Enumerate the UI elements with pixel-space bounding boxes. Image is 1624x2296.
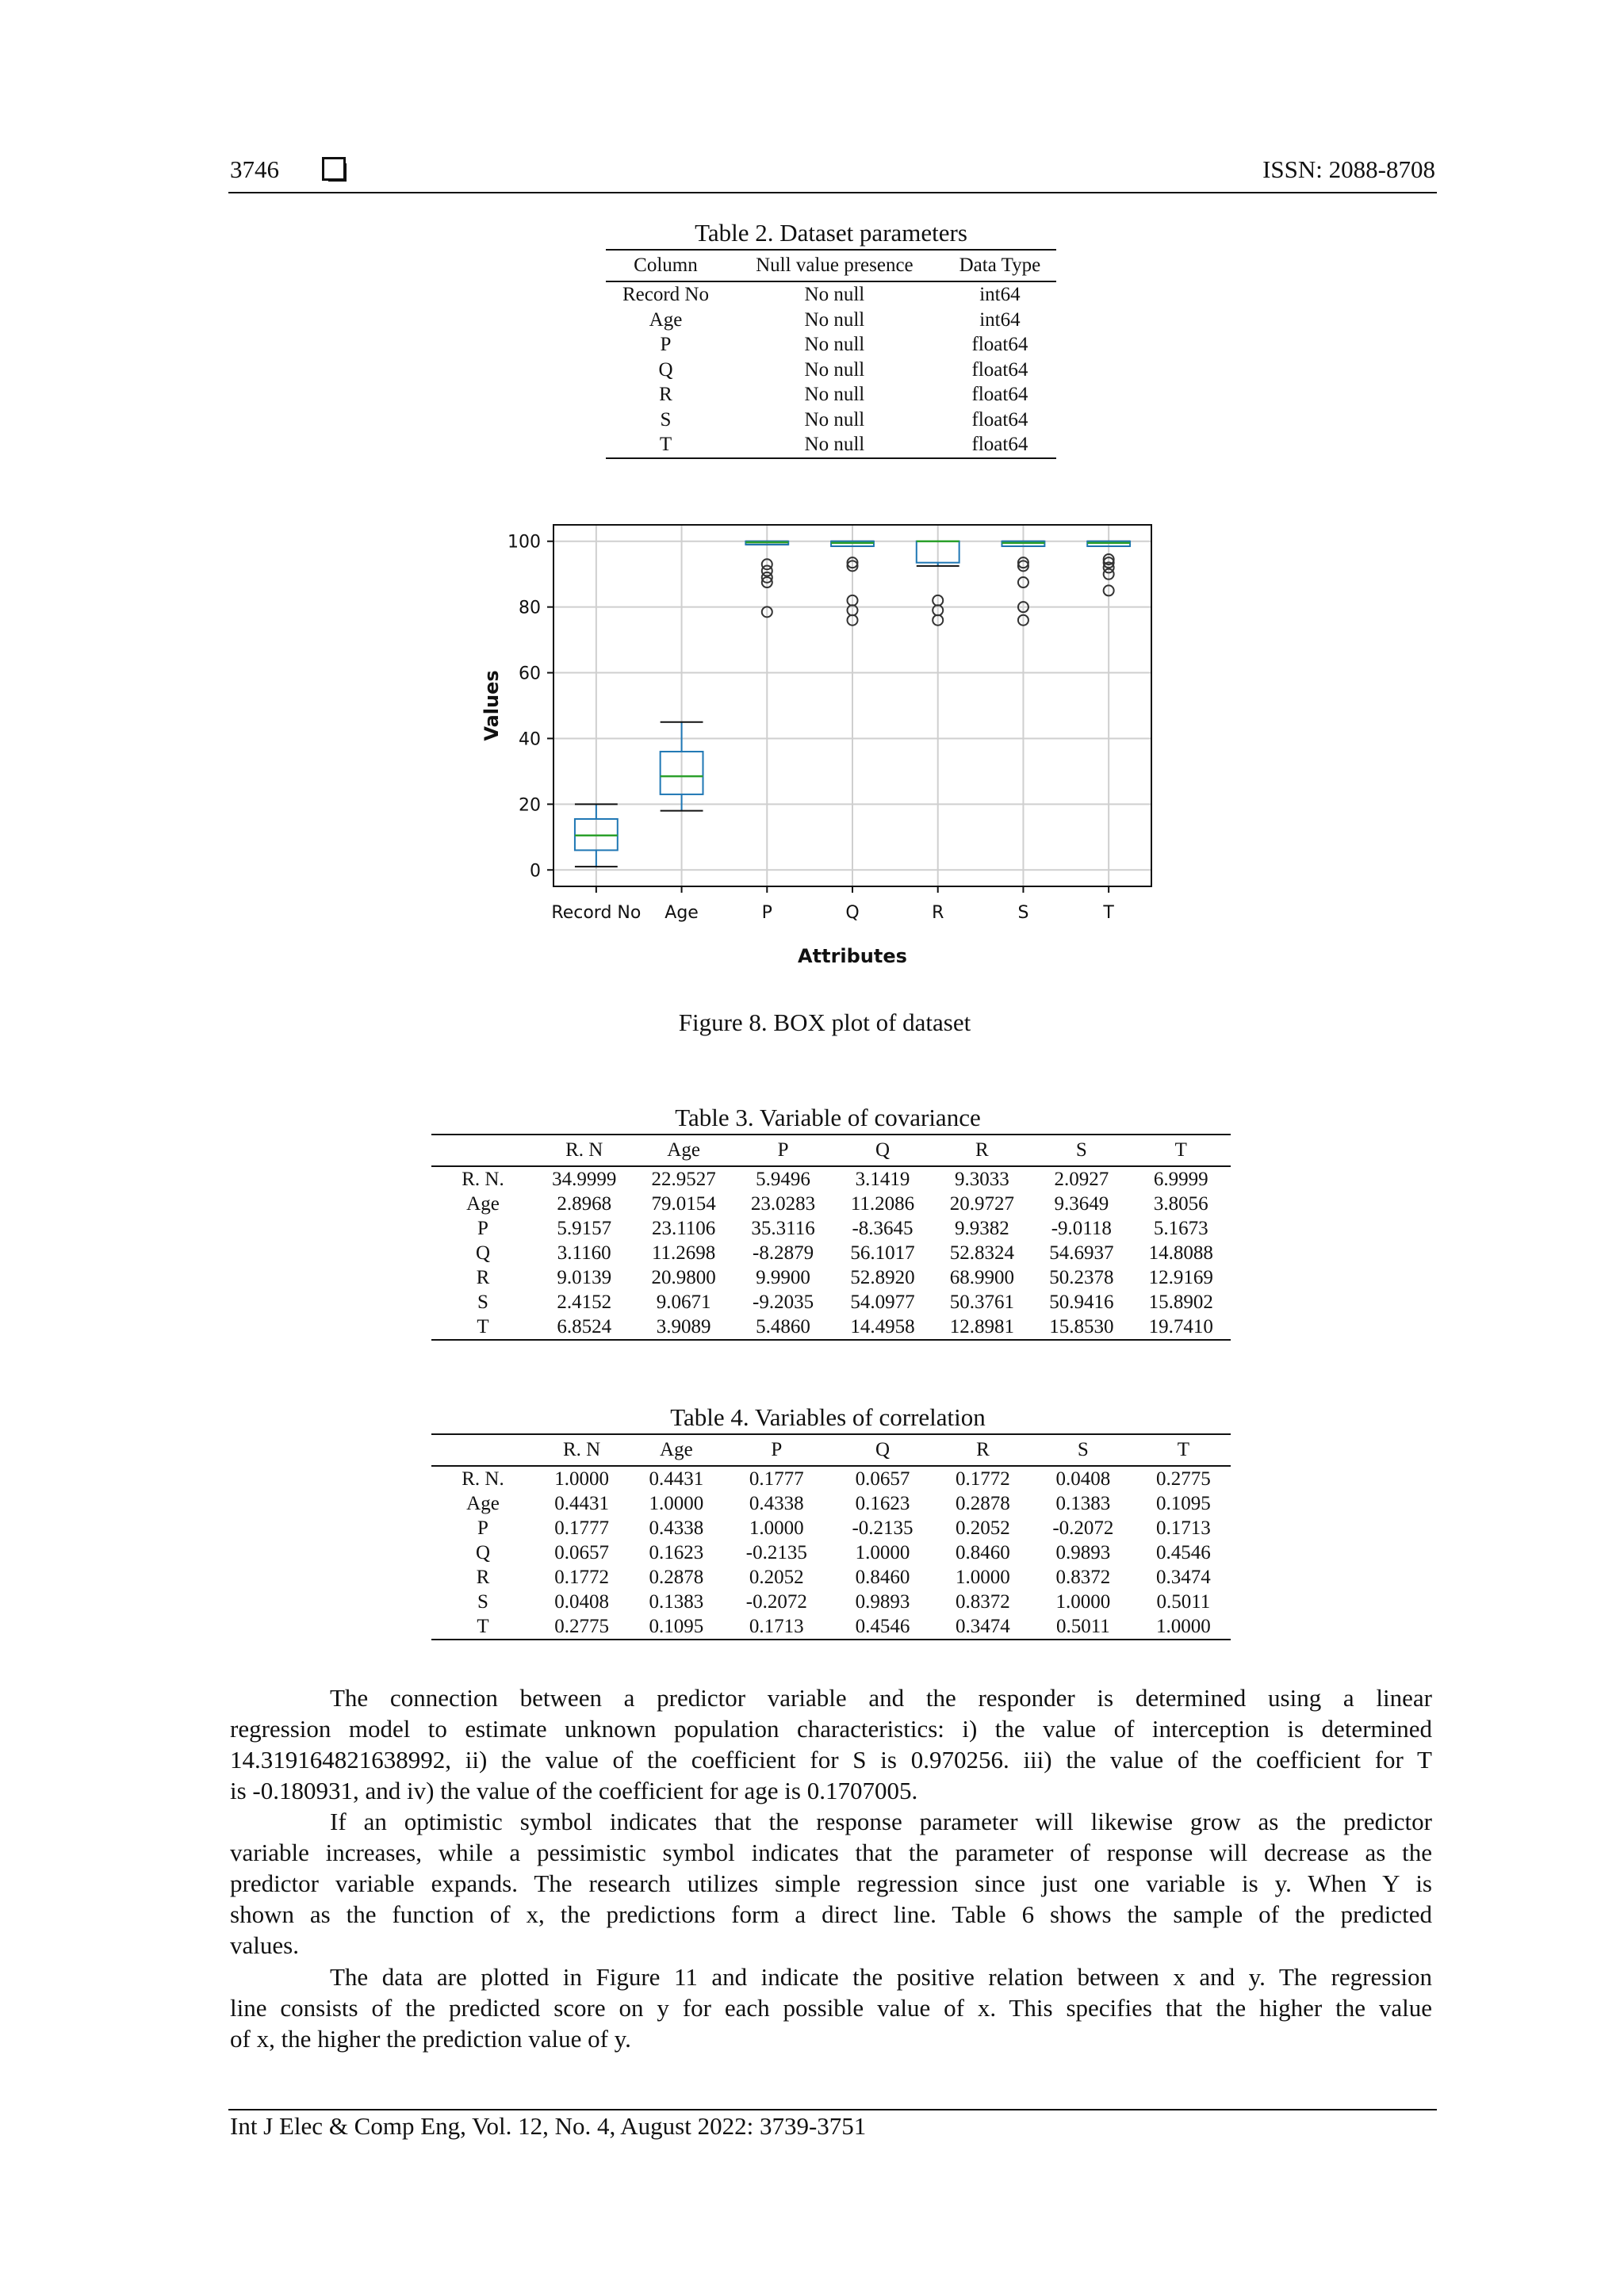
table3-cell: 35.3116 [751, 1218, 815, 1239]
table4-cell: Q [475, 1542, 491, 1563]
table4-cell: 0.4338 [749, 1493, 804, 1514]
table4-cell: 1.0000 [956, 1567, 1010, 1588]
table3-cell: S [477, 1292, 488, 1313]
text-line: The connection between a predictor variable and the responder is determined using a linear [330, 1684, 1432, 1712]
table3-header-cell: Q [833, 1135, 932, 1166]
table2-caption: Table 2. Dataset parameters [695, 219, 967, 247]
table4-cell: S [477, 1591, 488, 1613]
table3-cell: 19.7410 [1132, 1314, 1231, 1340]
y-axis-label: Values [481, 670, 503, 741]
table4-cell: 0.0408 [554, 1591, 609, 1613]
table-row [431, 1614, 1231, 1640]
table-row [606, 382, 1056, 408]
table4-cell: -0.2072 [745, 1591, 807, 1613]
table3-cell: 5.9496 [756, 1169, 810, 1190]
figure8-box-plot [468, 515, 1182, 991]
table3-cell: 9.9382 [955, 1218, 1009, 1239]
table4-cell: 0.9893 [1055, 1542, 1111, 1563]
checkbox-square-icon [322, 157, 346, 181]
table2-cell: Record No [622, 284, 709, 305]
y-tick-label: 40 [519, 729, 541, 750]
table-row [431, 1466, 1231, 1491]
table4-cell: 0.1772 [956, 1468, 1010, 1490]
table4-cell: 0.1623 [649, 1542, 704, 1563]
table3-cell: 3.8056 [1153, 1193, 1208, 1215]
table3-cell: R [476, 1267, 490, 1288]
table4-cell: T [431, 1614, 534, 1640]
table3-header-cell: R. N [534, 1135, 634, 1166]
table4-cell: 0.2052 [749, 1567, 804, 1588]
text-line: values. [230, 1931, 299, 1959]
table2-cell: No null [804, 284, 865, 305]
table4-cell: 0.0657 [855, 1468, 910, 1490]
header-rule [228, 192, 1437, 193]
table2 [606, 249, 1056, 459]
table-row [606, 332, 1056, 358]
table3-cell: 9.0139 [557, 1267, 612, 1288]
table3-cell: 50.3761 [949, 1292, 1015, 1313]
table4-cell: 1.0000 [649, 1493, 704, 1514]
table4 [431, 1433, 1231, 1640]
footer-rule [228, 2109, 1437, 2110]
table-row [431, 1241, 1231, 1265]
table3-cell: 15.8530 [1032, 1314, 1131, 1340]
table4-cell: 0.2878 [649, 1567, 704, 1588]
table4-header-cell: P [723, 1434, 829, 1466]
table-row [431, 1590, 1231, 1614]
table4-cell: 0.8460 [855, 1567, 910, 1588]
table3-cell: 23.1106 [651, 1218, 716, 1239]
y-tick-label: 20 [519, 795, 541, 816]
table3-header-cell [431, 1135, 534, 1166]
table-row [431, 1166, 1231, 1192]
issn: ISSN: 2088-8708 [1262, 155, 1435, 183]
table4-cell: 1.0000 [1136, 1614, 1231, 1640]
table-row [431, 1192, 1231, 1216]
table4-cell: -0.2135 [745, 1542, 807, 1563]
body-paragraph-2 [230, 1806, 1432, 1961]
table3-cell: 54.0977 [850, 1292, 915, 1313]
table2-cell: float64 [971, 408, 1028, 430]
table4-caption: Table 4. Variables of correlation [670, 1403, 986, 1431]
table3-cell: 9.9900 [756, 1267, 810, 1288]
text-line: variable increases, while a pessimistic symbol indicates that the parameter of response will decrease as the [230, 1839, 1432, 1866]
table3-cell: 9.3033 [955, 1169, 1009, 1190]
table4-cell: 1.0000 [554, 1468, 609, 1490]
table-row [431, 1216, 1231, 1241]
body-paragraph-1 [230, 1682, 1432, 1806]
y-tick-label: 80 [519, 598, 541, 618]
table-row [431, 1565, 1231, 1590]
table4-cell: 0.8372 [1055, 1567, 1111, 1588]
table4-cell: 0.1095 [629, 1614, 723, 1640]
table2-cell: Q [658, 358, 673, 381]
table2-cell: R [659, 384, 672, 405]
table2-cell: No null [804, 384, 865, 405]
table4-cell: R. N. [462, 1468, 504, 1490]
table3-cell: 11.2698 [651, 1242, 716, 1264]
text-line: is -0.180931, and iv) the value of the coefficient for age is 0.1707005. [230, 1777, 918, 1804]
table2-cell: float64 [944, 432, 1056, 458]
table2-cell: P [660, 334, 672, 355]
x-tick-label: R [932, 903, 944, 923]
table4-header-cell: R. N [534, 1434, 629, 1466]
table4-cell: 0.2878 [956, 1493, 1010, 1514]
table4-cell: 1.0000 [855, 1542, 910, 1563]
table3-cell: 2.8968 [557, 1193, 612, 1215]
table2-cell: int64 [979, 284, 1021, 305]
x-tick-label: P [761, 903, 772, 923]
table4-cell: 0.4338 [649, 1517, 704, 1539]
table4-header-cell: S [1030, 1434, 1136, 1466]
table4-header-cell: T [1136, 1434, 1231, 1466]
table3-cell: R. N. [462, 1169, 504, 1190]
table-row [606, 358, 1056, 383]
table2-cell: Age [649, 308, 683, 331]
table3-header-cell: R [933, 1135, 1032, 1166]
y-tick-label: 60 [519, 664, 541, 684]
table-row [606, 308, 1056, 333]
table4-cell: 0.1772 [554, 1567, 609, 1588]
table4-cell: R [476, 1567, 490, 1588]
y-tick-label: 0 [530, 861, 541, 882]
table4-cell: 0.5011 [1156, 1591, 1211, 1613]
text-line: 14.319164821638992, ii) the value of the coefficient for S is 0.970256. iii) the value of the coefficient for T [230, 1746, 1432, 1774]
table2-header-cell: Column [606, 250, 726, 281]
x-tick-label: Age [665, 903, 699, 923]
table4-cell: 0.0408 [1055, 1468, 1111, 1490]
table2-cell: No null [804, 408, 865, 430]
table3-cell: 3.9089 [634, 1314, 733, 1340]
table3-cell: 52.8920 [850, 1267, 915, 1288]
table3-header-cell: P [733, 1135, 833, 1166]
table3-cell: 22.9527 [651, 1169, 716, 1190]
table3-cell: 14.8088 [1148, 1242, 1213, 1264]
table2-cell: No null [804, 358, 865, 381]
table2-cell: No null [804, 308, 865, 331]
table4-cell: 0.1095 [1155, 1493, 1211, 1514]
table3-cell: 68.9900 [949, 1267, 1015, 1288]
table4-cell: 0.9893 [855, 1591, 910, 1613]
text-line: If an optimistic symbol indicates that the response parameter will likewise grow as the predictor [330, 1808, 1432, 1835]
table3-cell: Age [466, 1193, 500, 1215]
table3-header-cell: Age [634, 1135, 733, 1166]
x-tick-label: S [1017, 903, 1029, 923]
table-row [431, 1491, 1231, 1516]
table3-cell: 11.2086 [850, 1193, 915, 1215]
table3-caption: Table 3. Variable of covariance [675, 1104, 981, 1131]
table4-cell: 0.2775 [1155, 1468, 1211, 1490]
table3-cell: 79.0154 [651, 1193, 716, 1215]
table4-header-cell: R [936, 1434, 1030, 1466]
table3-cell: -9.0118 [1051, 1218, 1112, 1239]
table-row [606, 281, 1056, 308]
table3-cell: 5.4860 [733, 1314, 833, 1340]
text-line: regression model to estimate unknown population characteristics: i) the value of interception is determined [230, 1715, 1432, 1743]
table3-cell: 3.1160 [557, 1242, 611, 1264]
y-tick-label: 100 [508, 532, 541, 553]
table4-cell: 0.1623 [855, 1493, 910, 1514]
table4-cell: 0.4546 [829, 1614, 936, 1640]
table3-cell: 34.9999 [552, 1169, 617, 1190]
table3-cell: 14.4958 [833, 1314, 932, 1340]
table4-cell: 0.5011 [1030, 1614, 1136, 1640]
table3-cell: 6.9999 [1153, 1169, 1208, 1190]
table3 [431, 1134, 1231, 1341]
table4-cell: Age [466, 1493, 500, 1514]
table2-cell: int64 [979, 308, 1021, 331]
table2-cell: No null [804, 334, 865, 355]
table4-cell: 0.2052 [956, 1517, 1010, 1539]
table-row [431, 1516, 1231, 1540]
table4-cell: 0.1383 [649, 1591, 704, 1613]
text-line: The data are plotted in Figure 11 and indicate the positive relation between x and y. The regression [330, 1963, 1432, 1991]
table4-cell: -0.2135 [852, 1517, 914, 1539]
x-tick-label: Record No [551, 903, 642, 923]
figure8-caption: Figure 8. BOX plot of dataset [678, 1008, 971, 1036]
table2-cell: float64 [971, 358, 1028, 381]
table3-cell: 12.9169 [1148, 1267, 1213, 1288]
table3-cell: 9.3649 [1054, 1193, 1109, 1215]
table3-cell: 5.9157 [557, 1218, 612, 1239]
table3-cell: T [431, 1314, 534, 1340]
table3-cell: 50.9416 [1049, 1292, 1114, 1313]
table-row [431, 1265, 1231, 1290]
table3-cell: 52.8324 [949, 1242, 1015, 1264]
table2-header-cell: Data Type [944, 250, 1056, 281]
text-line: of x, the higher the prediction value of y. [230, 2025, 631, 2053]
table4-header-cell: Q [829, 1434, 936, 1466]
x-tick-label: Q [845, 903, 860, 923]
x-tick-label: T [1103, 903, 1114, 923]
table4-cell: 0.3474 [936, 1614, 1030, 1640]
table2-cell: T [606, 432, 726, 458]
table-row [431, 1314, 1231, 1340]
x-axis-label: Attributes [798, 945, 907, 967]
table-row [431, 1540, 1231, 1565]
table3-cell: 20.9727 [949, 1193, 1015, 1215]
table4-cell: -0.2072 [1052, 1517, 1114, 1539]
table4-cell: 0.1777 [554, 1517, 609, 1539]
table3-cell: 9.0671 [656, 1292, 711, 1313]
table2-cell: No null [726, 432, 944, 458]
table4-cell: 0.1777 [749, 1468, 804, 1490]
table3-cell: 6.8524 [534, 1314, 634, 1340]
table3-cell: P [477, 1218, 488, 1239]
table4-cell: 0.1713 [1155, 1517, 1211, 1539]
table3-cell: 15.8902 [1148, 1292, 1213, 1313]
table4-cell: P [477, 1517, 488, 1539]
table4-cell: 0.4546 [1155, 1542, 1211, 1563]
table4-cell: 0.1713 [723, 1614, 829, 1640]
table2-header-cell: Null value presence [726, 250, 944, 281]
text-line: predictor variable expands. The research utilizes simple regression since just one variable is y. When Y is [230, 1869, 1432, 1897]
body-paragraph-3 [230, 1961, 1432, 2054]
table4-cell: 1.0000 [1055, 1591, 1111, 1613]
table3-header-cell: T [1132, 1135, 1231, 1166]
table4-cell: 0.8372 [956, 1591, 1010, 1613]
table3-cell: 2.4152 [557, 1292, 612, 1313]
table3-header-cell: S [1032, 1135, 1131, 1166]
table4-cell: 0.8460 [956, 1542, 1010, 1563]
table-row [606, 432, 1056, 458]
table4-cell: 1.0000 [749, 1517, 804, 1539]
table2-cell: S [660, 408, 672, 430]
page-header [230, 155, 1435, 195]
table3-cell: 2.0927 [1054, 1169, 1109, 1190]
page-number: 3746 [230, 155, 279, 183]
table3-cell: Q [475, 1242, 491, 1264]
table4-cell: 0.3474 [1155, 1567, 1211, 1588]
table4-cell: 0.2775 [534, 1614, 629, 1640]
text-line: line consists of the predicted score on y for each possible value of x. This specifies that the higher the value [230, 1994, 1432, 2022]
table3-cell: 54.6937 [1049, 1242, 1114, 1264]
table3-cell: -9.2035 [753, 1292, 814, 1313]
table4-cell: 0.4431 [649, 1468, 704, 1490]
table-row [431, 1290, 1231, 1314]
table3-cell: -8.3645 [852, 1218, 914, 1239]
table-row [606, 408, 1056, 433]
table3-cell: 5.1673 [1153, 1218, 1208, 1239]
table2-cell: float64 [971, 334, 1028, 355]
table3-cell: 56.1017 [850, 1242, 915, 1264]
table2-cell: float64 [971, 384, 1028, 405]
table3-cell: 20.9800 [651, 1267, 716, 1288]
page-footer: Int J Elec & Comp Eng, Vol. 12, No. 4, August 2022: 3739-3751 [230, 2112, 867, 2140]
table3-cell: 3.1419 [855, 1169, 910, 1190]
table4-header-cell [431, 1434, 534, 1466]
table3-cell: 50.2378 [1049, 1267, 1114, 1288]
table3-cell: 23.0283 [750, 1193, 816, 1215]
table4-cell: 0.1383 [1055, 1493, 1111, 1514]
table4-header-cell: Age [629, 1434, 723, 1466]
table3-cell: 12.8981 [933, 1314, 1032, 1340]
text-line: shown as the function of x, the predictions form a direct line. Table 6 shows the sample of the predicted [230, 1900, 1432, 1928]
table3-cell: -8.2879 [753, 1242, 814, 1264]
table4-cell: 0.4431 [554, 1493, 609, 1514]
table4-cell: 0.0657 [554, 1542, 609, 1563]
